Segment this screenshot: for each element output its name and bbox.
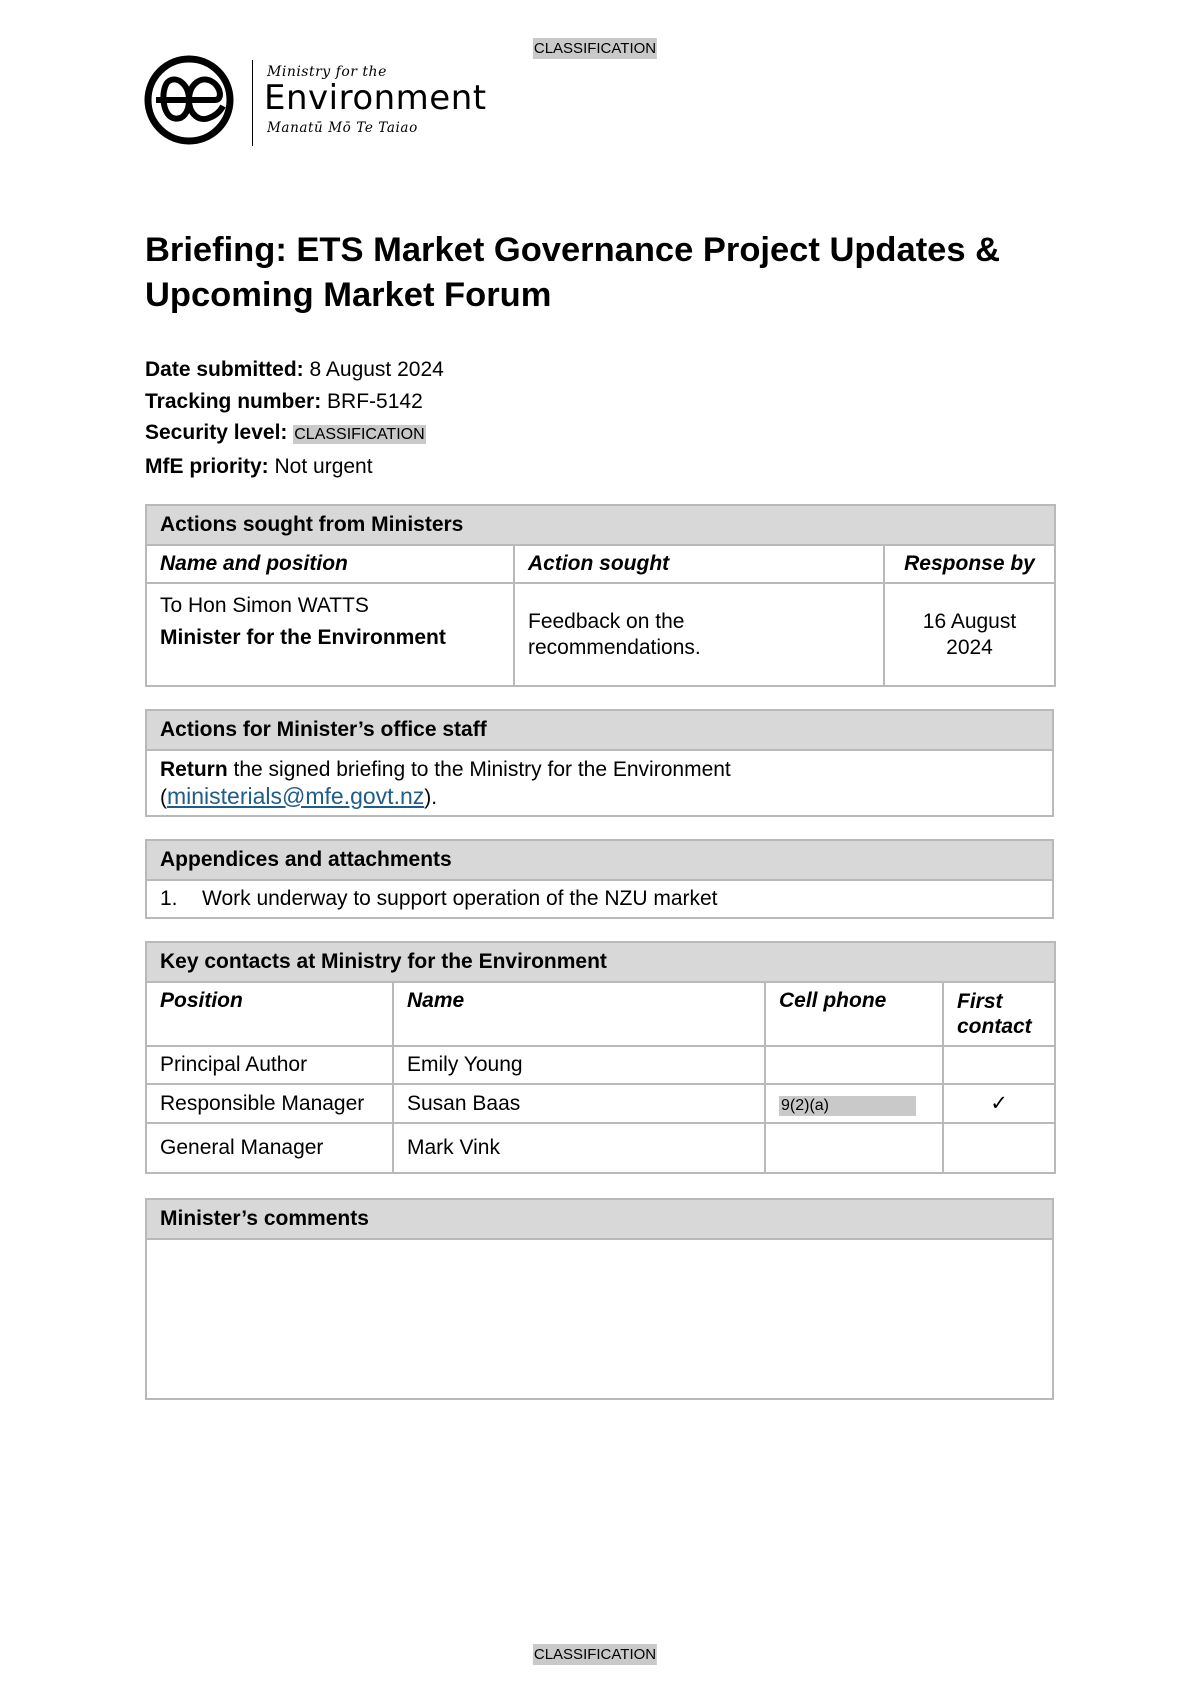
- col-name-position: Name and position: [146, 545, 514, 583]
- ministry-emblem-icon: [143, 54, 235, 146]
- logo-environment: Environment: [264, 78, 487, 118]
- contact-phone: [765, 1046, 943, 1084]
- ministerials-email-link[interactable]: ministerials@mfe.govt.nz: [167, 782, 425, 809]
- key-contacts-table: [145, 941, 1056, 1174]
- col-cell-phone: Cell phone: [765, 982, 943, 1046]
- appendix-text: Work underway to support operation of the NZU market: [202, 887, 718, 910]
- meta-date: [145, 354, 444, 386]
- response-by-value: 16 August 2024: [884, 583, 1055, 686]
- meta-priority-label: MfE priority:: [145, 454, 269, 478]
- redacted-phone: 9(2)(a): [779, 1096, 916, 1116]
- meta-date-label: Date submitted:: [145, 358, 304, 381]
- meta-security-value: CLASSIFICATION: [294, 426, 425, 443]
- return-text: the signed briefing to the Ministry for the Environment: [227, 757, 731, 781]
- logo-maori-name: Manatū Mō Te Taiao: [267, 120, 418, 136]
- meta-tracking: [145, 386, 444, 418]
- paren-close: ).: [424, 785, 438, 809]
- office-staff-table: [145, 709, 1054, 817]
- appendix-number: 1.: [160, 887, 178, 910]
- first-contact-check-icon: ✓: [943, 1084, 1055, 1123]
- actions-sought-table: [145, 504, 1056, 687]
- contact-position: Principal Author: [146, 1046, 393, 1084]
- minister-name: To Hon Simon WATTS: [160, 594, 369, 617]
- appendix-item: [146, 880, 1053, 918]
- meta-security: [145, 417, 444, 451]
- meta-tracking-value: BRF-5142: [327, 389, 423, 413]
- minister-comments-heading: Minister’s comments: [146, 1199, 1053, 1239]
- minister-position: Minister for the Environment: [160, 626, 446, 649]
- logo-divider: [252, 60, 253, 146]
- meta-tracking-label: Tracking number:: [145, 389, 322, 413]
- paren-open: (: [160, 785, 167, 809]
- classification-footer: CLASSIFICATION: [533, 1646, 657, 1663]
- col-position: Position: [146, 982, 393, 1046]
- table-row: [146, 1046, 1055, 1084]
- contact-name: Mark Vink: [393, 1123, 765, 1173]
- col-name: Name: [393, 982, 765, 1046]
- minister-comments-table: [145, 1198, 1054, 1400]
- table-row: [146, 1084, 1055, 1123]
- table-row: [146, 1123, 1055, 1173]
- key-contacts-heading: Key contacts at Ministry for the Environment: [146, 942, 1055, 982]
- briefing-title: Briefing: ETS Market Governance Project Updates & Upcoming Market Forum: [145, 231, 1001, 314]
- office-staff-instruction: [146, 750, 1053, 816]
- ministry-logo: [143, 54, 503, 154]
- actions-sought-heading: Actions sought from Ministers: [146, 505, 1055, 545]
- minister-cell: [146, 583, 514, 686]
- meta-priority-value: Not urgent: [274, 454, 373, 478]
- contact-phone: [765, 1123, 943, 1173]
- appendices-heading: Appendices and attachments: [146, 840, 1053, 880]
- meta-date-value: 8 August 2024: [309, 358, 444, 381]
- col-response-by: Response by: [884, 545, 1055, 583]
- contact-phone-cell: [765, 1084, 943, 1123]
- action-sought-value: Feedback on the recommendations.: [514, 583, 884, 686]
- meta-security-label: Security level:: [145, 421, 288, 444]
- return-bold: Return: [160, 757, 228, 781]
- contact-name: Susan Baas: [393, 1084, 765, 1123]
- col-first-contact: First contact: [943, 982, 1055, 1046]
- briefing-meta: [145, 354, 444, 482]
- contact-position: General Manager: [146, 1123, 393, 1173]
- meta-priority: [145, 451, 444, 483]
- contact-first: [943, 1046, 1055, 1084]
- minister-comments-area[interactable]: [146, 1239, 1053, 1399]
- classification-header: CLASSIFICATION: [533, 40, 657, 57]
- logo-ministry-for-the: Ministry for the: [267, 64, 387, 80]
- col-action-sought: Action sought: [514, 545, 884, 583]
- office-staff-heading: Actions for Minister’s office staff: [146, 710, 1053, 750]
- contact-name: Emily Young: [393, 1046, 765, 1084]
- contact-first: [943, 1123, 1055, 1173]
- contact-position: Responsible Manager: [146, 1084, 393, 1123]
- appendices-table: [145, 839, 1054, 919]
